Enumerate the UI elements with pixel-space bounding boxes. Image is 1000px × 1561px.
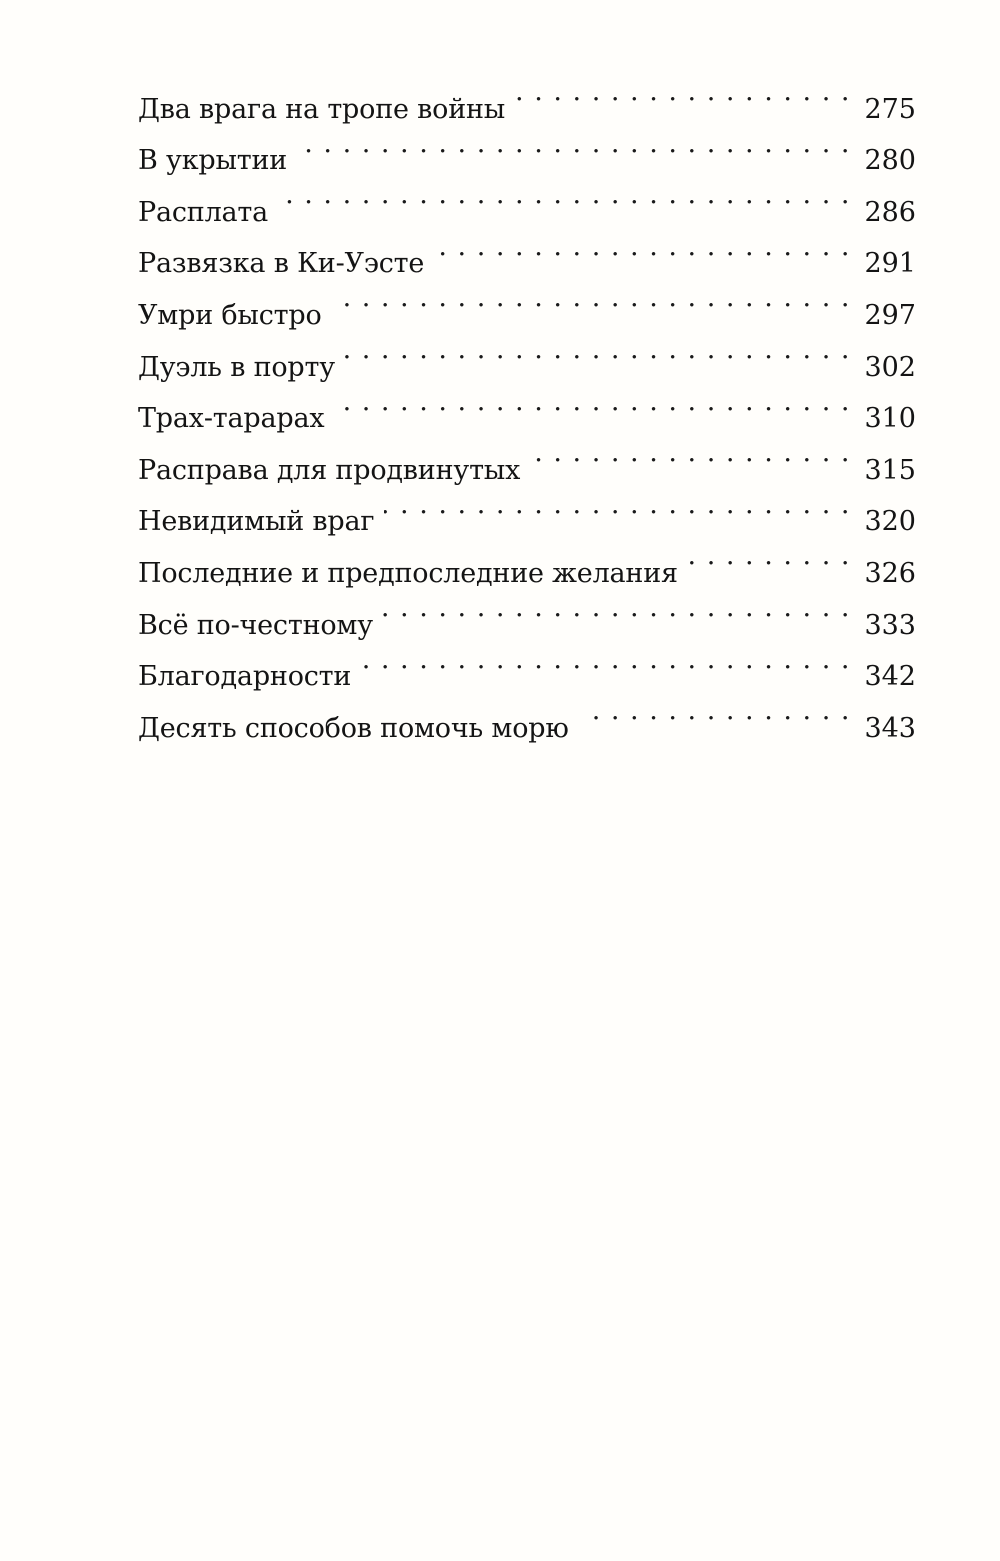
- toc-entry-title: Десять способов помочь морю: [138, 712, 569, 744]
- toc-entry-title: Невидимый враг: [138, 506, 375, 538]
- toc-entry-page-number: 326: [864, 557, 916, 589]
- toc-entry-page-number: 320: [864, 506, 916, 538]
- toc-dot-leader: [434, 221, 850, 273]
- toc-dot-leader: [383, 582, 851, 634]
- toc-entry-page-number: 333: [864, 609, 916, 641]
- toc-dot-leader: [579, 685, 851, 737]
- toc-entry-title: Расплата: [138, 196, 269, 228]
- toc-dot-leader: [278, 169, 850, 221]
- toc-dot-leader: [384, 479, 850, 531]
- toc-entry-page-number: 286: [864, 196, 916, 228]
- toc-entry-page-number: 275: [864, 93, 916, 125]
- toc-dot-leader: [530, 427, 850, 479]
- toc-entry-page-number: 280: [864, 145, 916, 177]
- toc-entry-page-number: 343: [864, 712, 916, 744]
- toc-entry-title: Два врага на тропе войны: [138, 93, 506, 125]
- toc-dot-leader: [515, 66, 850, 118]
- toc-entry-title: Расправа для продвинутых: [138, 454, 521, 486]
- toc-entry-title: Последние и предпоследние желания: [138, 557, 678, 589]
- toc-entry-title: В укрытии: [138, 145, 288, 177]
- table-of-contents: [138, 66, 916, 744]
- toc-dot-leader: [297, 118, 850, 170]
- toc-dot-leader: [361, 634, 850, 686]
- toc-entry-title: Дуэль в порту: [138, 351, 335, 383]
- toc-entry-page-number: 315: [864, 454, 916, 486]
- toc-entry-title: Трах-тарарах: [138, 403, 325, 435]
- toc-dot-leader: [345, 324, 851, 376]
- toc-entry-page-number: 302: [864, 351, 916, 383]
- toc-entry: [138, 66, 916, 125]
- toc-entry-title: Всё по-честному: [138, 609, 373, 641]
- toc-entry-title: Умри быстро: [138, 299, 322, 331]
- toc-dot-leader: [334, 376, 850, 428]
- toc-dot-leader: [688, 530, 851, 582]
- toc-dot-leader: [332, 272, 851, 324]
- toc-entry-page-number: 297: [864, 299, 916, 331]
- toc-entry-page-number: 291: [864, 248, 916, 280]
- toc-entry-title: Благодарности: [138, 661, 352, 693]
- toc-entry-title: Развязка в Ки-Уэсте: [138, 248, 425, 280]
- toc-entry-page-number: 310: [864, 403, 916, 435]
- toc-entry-page-number: 342: [864, 661, 916, 693]
